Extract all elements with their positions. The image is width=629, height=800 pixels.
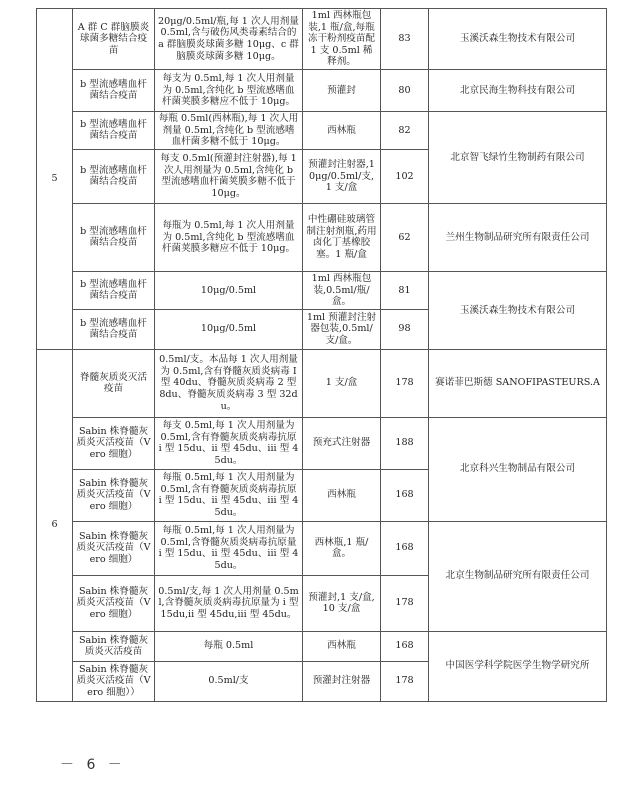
price: 178 <box>381 661 429 701</box>
specification: 20μg/0.5ml/瓶,每 1 次人用剂量 0.5ml,含与破伤风类毒素结合的 a 群脑膜炎球菌多糖 10μg、c 群脑膜炎球菌多糖 10μg。 <box>155 9 303 70</box>
specification: 每瓶 0.5ml,每 1 次人用剂量为 0.5ml,含有脊髓灰质炎病毒抗原 i 型 15du、ii 型 45du、iii 型 45du。 <box>155 469 303 521</box>
product-name: Sabin 株脊髓灰质炎灭活疫苗（Vero 细胞） <box>73 417 155 469</box>
product-name: b 型流感嗜血杆菌结合疫苗 <box>73 309 155 349</box>
specification: 0.5ml/支,每 1 次人用剂量 0.5ml,含脊髓灰质炎病毒抗原量为 i 型 15du,ii 型 45du,iii 型 45du。 <box>155 575 303 631</box>
table-row <box>37 349 607 417</box>
packaging: 西林瓶,1 瓶/盒。 <box>303 521 381 575</box>
product-name: b 型流感嗜血杆菌结合疫苗 <box>73 203 155 271</box>
specification: 每支为 0.5ml,每 1 次人用剂量为 0.5ml,含纯化 b 型流感嗜血杆菌荚膜多糖应不低于 10μg。 <box>155 69 303 111</box>
manufacturer: 北京科兴生物制品有限公司 <box>429 417 607 521</box>
table-row <box>37 271 607 309</box>
price: 81 <box>381 271 429 309</box>
manufacturer: 赛诺菲巴斯德 SANOFIPASTEURS.A <box>429 349 607 417</box>
packaging: 1ml 预灌封注射器包装,0.5ml/支/盒。 <box>303 309 381 349</box>
packaging: 西林瓶 <box>303 631 381 661</box>
manufacturer: 中国医学科学院医学生物学研究所 <box>429 631 607 701</box>
product-name: 脊髓灰质炎灭活疫苗 <box>73 349 155 417</box>
manufacturer: 兰州生物制品研究所有限责任公司 <box>429 203 607 271</box>
table-row <box>37 9 607 70</box>
manufacturer: 玉溪沃森生物技术有限公司 <box>429 271 607 349</box>
specification: 0.5ml/支 <box>155 661 303 701</box>
packaging: 预灌封注射器,10μg/0.5ml/支,1 支/盒 <box>303 149 381 203</box>
specification: 10μg/0.5ml <box>155 309 303 349</box>
price: 168 <box>381 469 429 521</box>
price: 80 <box>381 69 429 111</box>
product-name: Sabin 株脊髓灰质炎灭活疫苗（Vero 细胞） <box>73 575 155 631</box>
specification: 每支 0.5ml,每 1 次人用剂量为 0.5ml,含有脊髓灰质炎病毒抗原 i 型 15du、ii 型 45du、iii 型 45du。 <box>155 417 303 469</box>
product-name: Sabin 株脊髓灰质炎灭活疫苗（Vero 细胞） <box>73 521 155 575</box>
packaging: 预灌封注射器 <box>303 661 381 701</box>
price: 188 <box>381 417 429 469</box>
product-name: Sabin 株脊髓灰质炎灭活疫苗（Vero 细胞）） <box>73 661 155 701</box>
price: 168 <box>381 521 429 575</box>
table-row <box>37 631 607 661</box>
price: 98 <box>381 309 429 349</box>
product-name: b 型流感嗜血杆菌结合疫苗 <box>73 271 155 309</box>
table-row <box>37 69 607 111</box>
product-name: Sabin 株脊髓灰质炎灭活疫苗 <box>73 631 155 661</box>
specification: 每瓶 0.5ml <box>155 631 303 661</box>
packaging: 1ml 西林瓶包装,1 瓶/盒,每瓶冻干粉剂疫苗配 1 支 0.5ml 稀释剂。 <box>303 9 381 70</box>
product-name: Sabin 株脊髓灰质炎灭活疫苗（Vero 细胞） <box>73 469 155 521</box>
manufacturer: 玉溪沃森生物技术有限公司 <box>429 9 607 70</box>
packaging: 预灌封 <box>303 69 381 111</box>
specification: 0.5ml/支。本品每 1 次人用剂量为 0.5ml,含有脊髓灰质炎病毒 I 型 40du、脊髓灰质炎病毒 2 型 8du、脊髓灰质炎病毒 3 型 32du。 <box>155 349 303 417</box>
packaging: 西林瓶 <box>303 111 381 149</box>
price: 168 <box>381 631 429 661</box>
group-number: 5 <box>37 9 73 350</box>
packaging: 预充式注射器 <box>303 417 381 469</box>
product-name: b 型流感嗜血杆菌结合疫苗 <box>73 111 155 149</box>
vaccine-price-table <box>36 8 607 702</box>
price: 82 <box>381 111 429 149</box>
specification: 每瓶为 0.5ml,每 1 次人用剂量为 0.5ml,含纯化 b 型流感嗜血杆菌荚膜多糖应不低于 10μg。 <box>155 203 303 271</box>
specification: 每瓶 0.5ml,每 1 次人用剂量为 0.5ml,含脊髓灰质炎病毒抗原量 i 型 15du、ii 型 45du、iii 型 45du。 <box>155 521 303 575</box>
packaging: 预灌封,1 支/盒,10 支/盒 <box>303 575 381 631</box>
table-row <box>37 417 607 469</box>
price: 102 <box>381 149 429 203</box>
specification: 每支 0.5ml(预灌封注射器),每 1 次人用剂量为 0.5ml,含纯化 b 型流感嗜血杆菌荚膜多糖不低于 10μg。 <box>155 149 303 203</box>
specification: 每瓶 0.5ml(西林瓶),每 1 次人用剂量 0.5ml,含纯化 b 型流感嗜血杆菌多糖不低于 10μg。 <box>155 111 303 149</box>
packaging: 中性硼硅玻璃管制注射剂瓶,药用卤化丁基橡胶塞。1 瓶/盒 <box>303 203 381 271</box>
price: 178 <box>381 349 429 417</box>
price: 62 <box>381 203 429 271</box>
table-row <box>37 203 607 271</box>
price: 83 <box>381 9 429 70</box>
group-number: 6 <box>37 349 73 701</box>
page-number: － 6 － <box>60 757 126 773</box>
manufacturer: 北京智飞绿竹生物制药有限公司 <box>429 111 607 203</box>
packaging: 西林瓶 <box>303 469 381 521</box>
packaging: 1ml 西林瓶包装,0.5ml/瓶/盒。 <box>303 271 381 309</box>
price: 178 <box>381 575 429 631</box>
manufacturer: 北京生物制品研究所有限责任公司 <box>429 521 607 631</box>
packaging: 1 支/盒 <box>303 349 381 417</box>
table-row <box>37 111 607 149</box>
product-name: A 群 C 群脑膜炎球菌多糖结合疫苗 <box>73 9 155 70</box>
product-name: b 型流感嗜血杆菌结合疫苗 <box>73 149 155 203</box>
manufacturer: 北京民海生物科技有限公司 <box>429 69 607 111</box>
product-name: b 型流感嗜血杆菌结合疫苗 <box>73 69 155 111</box>
specification: 10μg/0.5ml <box>155 271 303 309</box>
table-row <box>37 521 607 575</box>
